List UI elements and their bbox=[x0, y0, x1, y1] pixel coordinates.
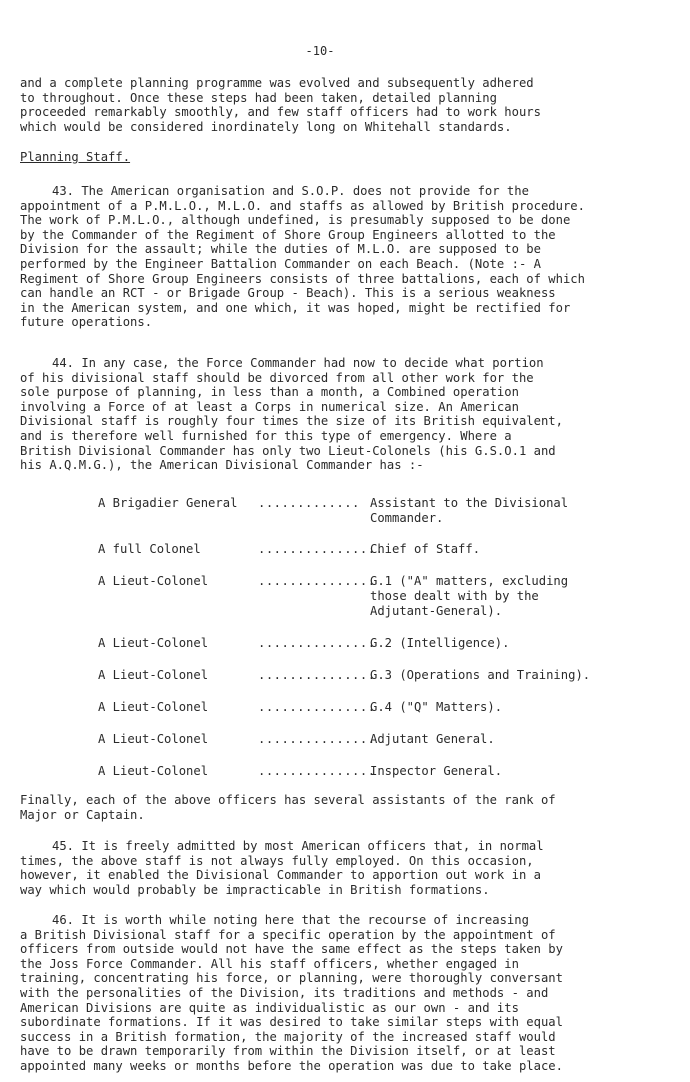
section-heading: Planning Staff. bbox=[20, 150, 131, 164]
text-line: in the American system, and one which, it was hoped, might be rectified for bbox=[20, 300, 571, 315]
text-line: future operations. bbox=[20, 315, 153, 330]
role-rank: A Lieut-Colonel bbox=[98, 732, 209, 746]
text-line: which would be considered inordinately long on Whitehall standards. bbox=[20, 119, 512, 134]
text-line: of his divisional staff should be divorced from all other work for the bbox=[20, 370, 534, 385]
text-line: American Divisions are quite as individualistic as our own - and its bbox=[20, 1000, 519, 1015]
role-rank: A Brigadier General bbox=[98, 496, 238, 510]
text-line: Major or Captain. bbox=[20, 807, 145, 822]
paragraph-45 bbox=[20, 839, 630, 897]
role-duty-line: Adjutant General. bbox=[370, 732, 495, 746]
role-rank: A Lieut-Colonel bbox=[98, 668, 209, 682]
text-line: Finally, each of the above officers has several assistants of the rank of bbox=[20, 793, 556, 807]
text-line: The work of P.M.L.O., although undefined, is presumably supposed to be done bbox=[20, 213, 571, 228]
text-line: British Divisional Commander has only two Lieut-Colonels (his G.S.O.1 and bbox=[20, 443, 556, 458]
role-duty bbox=[370, 542, 480, 557]
page-number: -10- bbox=[305, 44, 335, 58]
role-duty bbox=[370, 700, 502, 715]
role-rank: A Lieut-Colonel bbox=[98, 574, 209, 588]
role-duty-line: Adjutant-General). bbox=[370, 604, 503, 618]
text-line: and is therefore well furnished for this type of emergency. Where a bbox=[20, 428, 512, 443]
role-duty bbox=[370, 764, 502, 779]
text-line: Regiment of Shore Group Engineers consists of three battalions, each of which bbox=[20, 271, 585, 286]
role-duty-line: G.1 ("A" matters, excluding bbox=[370, 574, 569, 588]
role-leader-dots: ............. bbox=[258, 496, 360, 510]
paragraph-44 bbox=[20, 356, 630, 473]
text-line: proceeded remarkably smoothly, and few staff officers had to work hours bbox=[20, 105, 541, 120]
role-leader-dots: ............... bbox=[258, 668, 376, 682]
role-duty bbox=[370, 574, 568, 619]
role-duty bbox=[370, 636, 509, 651]
role-rank: A full Colonel bbox=[98, 542, 201, 556]
text-line: Divisional staff is roughly four times the size of its British equivalent, bbox=[20, 414, 563, 429]
text-line: 44. In any case, the Force Commander had now to decide what portion bbox=[52, 356, 544, 370]
text-line: to throughout. Once these steps had been taken, detailed planning bbox=[20, 90, 497, 105]
role-leader-dots: ............... bbox=[258, 636, 376, 650]
text-line: his A.Q.M.G.), the American Divisional Commander has :- bbox=[20, 458, 424, 473]
intro-paragraph bbox=[20, 76, 630, 134]
role-duty-line: Commander. bbox=[370, 511, 444, 525]
role-leader-dots: ............... bbox=[258, 732, 376, 746]
text-line: appointed many weeks or months before the operation was due to take place. bbox=[20, 1058, 563, 1073]
finally-paragraph bbox=[20, 793, 630, 822]
role-duty bbox=[370, 496, 568, 526]
role-duty-line: Chief of Staff. bbox=[370, 542, 481, 556]
text-line: 45. It is freely admitted by most American officers that, in normal bbox=[52, 839, 544, 853]
role-duty-line: G.2 (Intelligence). bbox=[370, 636, 510, 650]
text-line: sole purpose of planning, in less than a month, a Combined operation bbox=[20, 385, 519, 400]
text-line: the Joss Force Commander. All his staff officers, whether engaged in bbox=[20, 956, 519, 971]
paragraph-46 bbox=[20, 913, 630, 1074]
role-duty-line: Inspector General. bbox=[370, 764, 503, 778]
role-leader-dots: ............... bbox=[258, 574, 376, 588]
role-rank: A Lieut-Colonel bbox=[98, 636, 209, 650]
text-line: subordinate formations. If it was desired to take similar steps with equal bbox=[20, 1015, 563, 1030]
role-rank: A Lieut-Colonel bbox=[98, 764, 209, 778]
role-duty-line: G.4 ("Q" Matters). bbox=[370, 700, 503, 714]
text-line: 46. It is worth while noting here that the recourse of increasing bbox=[52, 913, 529, 927]
text-line: appointment of a P.M.L.O., M.L.O. and staffs as allowed by British procedure. bbox=[20, 198, 585, 213]
role-leader-dots: ............... bbox=[258, 764, 376, 778]
text-line: officers from outside would not have the same effect as the steps taken by bbox=[20, 942, 563, 957]
role-leader-dots: ................ bbox=[258, 542, 384, 556]
text-line: however, it enabled the Divisional Commander to apportion out work in a bbox=[20, 868, 541, 883]
text-line: success in a British formation, the majority of the increased staff would bbox=[20, 1029, 556, 1044]
role-duty bbox=[370, 668, 590, 683]
paragraph-43 bbox=[20, 184, 630, 330]
text-line: performed by the Engineer Battalion Commander on each Beach. (Note :- A bbox=[20, 256, 541, 271]
text-line: a British Divisional staff for a specific operation by the appointment of bbox=[20, 927, 556, 942]
text-line: can handle an RCT - or Brigade Group - Beach). This is a serious weakness bbox=[20, 286, 556, 301]
text-line: Division for the assault; while the duties of M.L.O. are supposed to be bbox=[20, 242, 541, 257]
text-line: have to be drawn temporarily from within the Division itself, or at least bbox=[20, 1044, 556, 1059]
role-duty bbox=[370, 732, 495, 747]
role-duty-line: G.3 (Operations and Training). bbox=[370, 668, 591, 682]
text-line: and a complete planning programme was evolved and subsequently adhered bbox=[20, 76, 534, 90]
text-line: involving a Force of at least a Corps in numerical size. An American bbox=[20, 399, 519, 414]
text-line: times, the above staff is not always fully employed. On this occasion, bbox=[20, 853, 534, 868]
role-duty-line: those dealt with by the bbox=[370, 589, 539, 603]
text-line: with the personalities of the Division, its traditions and methods - and bbox=[20, 985, 549, 1000]
role-leader-dots: ............... bbox=[258, 700, 376, 714]
role-rank: A Lieut-Colonel bbox=[98, 700, 209, 714]
text-line: by the Commander of the Regiment of Shore Group Engineers allotted to the bbox=[20, 227, 556, 242]
text-line: training, concentrating his force, or planning, were thoroughly conversant bbox=[20, 971, 563, 986]
role-duty-line: Assistant to the Divisional bbox=[370, 496, 569, 510]
text-line: 43. The American organisation and S.O.P. does not provide for the bbox=[52, 184, 529, 198]
text-line: way which would probably be impracticable in British formations. bbox=[20, 882, 490, 897]
